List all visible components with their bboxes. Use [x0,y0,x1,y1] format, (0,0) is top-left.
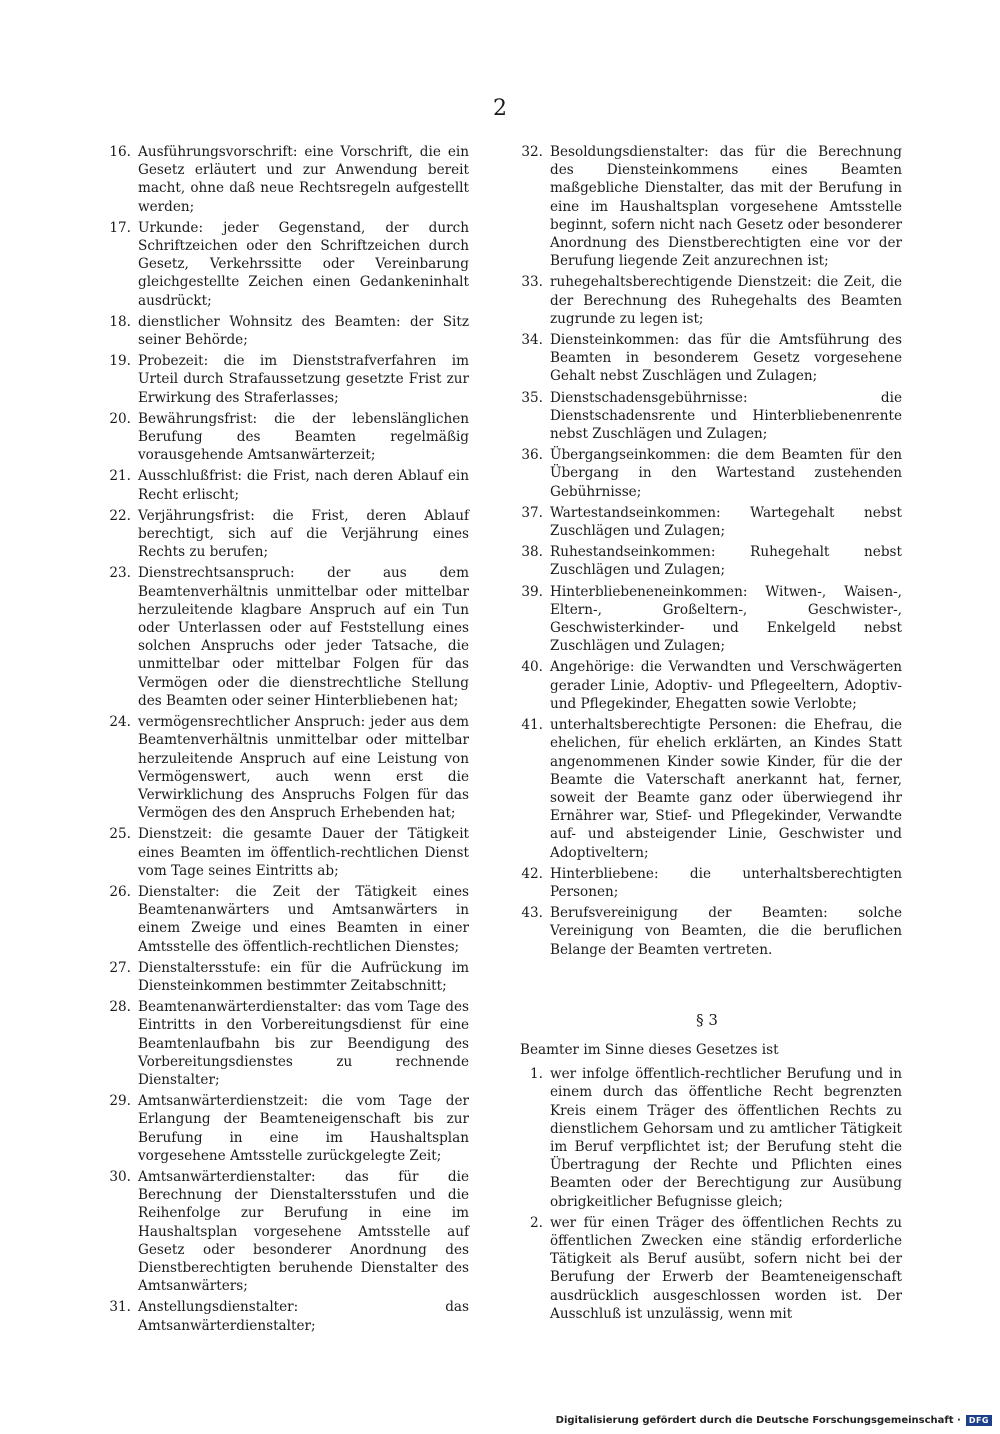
entry-text: ruhegehaltsberechtigende Dienstzeit: die Zeit, die der Berechnung des Ruhegehalts des Beamten zugrunde zu legen ist; [550,274,902,327]
entry-number: 34. [521,332,543,349]
definition-entry [104,219,469,310]
entry-number: 32. [521,144,543,160]
definition-entry [512,865,902,901]
entry-number: 31. [109,1299,131,1316]
definition-entry [104,564,469,710]
entry-number: 29. [109,1093,131,1110]
entry-number: 30. [109,1168,131,1185]
definition-entry [512,583,902,656]
entry-text: Ausführungsvorschrift: eine Vorschrift, die ein Gesetz erläutert und zur Anwendung bereit macht, ohne daß neue Rechtsregeln aufgestellt werden; [138,144,469,215]
entry-text: dienstlicher Wohnsitz des Beamten: der Sitz seiner Behörde; [138,313,469,349]
entry-text: Hinterbliebene: die unterhaltsberechtigten Personen; [550,865,902,900]
definition-entry [512,446,902,501]
definition-entry [104,1298,469,1334]
entry-text: Angehörige: die Verwandten und Verschwägerten gerader Linie, Adoptiv- und Pflegeeltern, Adoptiv- und Pflegekinder, Ehegatten sowie Verlobte; [550,659,902,712]
entry-text: Verjährungsfrist: die Frist, deren Ablauf berechtigt, sich auf die Verjährung eines Rechts zu berufen; [138,507,469,561]
entry-number: 38. [521,544,543,561]
entry-text: Dienstzeit: die gesamte Dauer der Tätigkeit eines Beamten im öffentlich-rechtlichen Dienst vom Tage seines Eintritts ab; [138,826,469,879]
definition-entry [104,467,469,503]
definition-entry [104,1168,469,1295]
entry-text: Übergangseinkommen: die dem Beamten für den Übergang in den Wartestand zustehenden Gebührnisse; [550,447,902,500]
definition-entry [104,713,469,822]
definition-entry [104,313,469,349]
entry-text: Amtsanwärterdienstzeit: die vom Tage der Erlangung der Beamteneigenschaft bis zur Berufung in eine im Haushaltsplan vorgesehene Amtsstelle zurückgelegte Zeit; [138,1093,469,1164]
entry-text: Berufsvereinigung der Beamten: solche Vereinigung von Beamten, die die beruflichen Belange der Beamten vertreten. [550,905,902,958]
entry-text: Dienstrechtsanspruch: der aus dem Beamtenverhältnis unmittelbar oder mittelbar herzuleitende klagbare Anspruch auf ein Tun oder Unterlassen oder auf Feststellung eines solchen Anspruchs oder jeder Tatsache, die unmittelbar oder mittelbar Folgen für das Vermögen oder die dienstrechtliche Stellung des Beamten oder seiner Hinterbliebenen hat; [138,565,469,709]
entry-text: Besoldungsdienstalter: das für die Berechnung des Diensteinkommens eines Beamten maßgebliche Dienstalter, das mit der Berufung in eine im Haushaltsplan vorgesehene Amtsstelle beginnt, sofern nicht nach Gesetz oder besonderer Anordnung des Dienstberechtigten eine vor der Berufung liegende Zeit anzurechnen ist; [550,144,902,270]
entry-text: Ausschlußfrist: die Frist, nach deren Ablauf ein Recht erlischt; [138,468,469,503]
definition-entry [104,410,469,465]
section-item [512,1065,902,1211]
entry-number: 16. [109,144,131,160]
entry-text: Bewährungsfrist: die der lebenslänglichen Berufung des Beamten regelmäßig vorausgehende Amtsanwärterzeit; [138,410,469,464]
entry-number: 21. [109,468,131,485]
entry-number: 1. [530,1066,543,1083]
definition-entry [512,658,902,713]
entry-text: Wartestandseinkommen: Wartegehalt nebst Zuschlägen und Zulagen; [550,504,902,540]
page-number: 2 [493,96,507,121]
definition-entry [104,1092,469,1165]
definition-entry [104,825,469,880]
definition-entry [104,143,469,216]
entry-text: Beamtenanwärterdienstalter: das vom Tage des Eintritts in den Vorbereitungsdienst für eine Beamtenlaufbahn bis zur Beendigung des Vorbereitungsdienstes zu rechnende Dienstalter; [138,999,469,1088]
definition-entry [512,389,902,444]
entry-number: 25. [109,826,131,843]
right-column [512,143,902,1326]
entry-text: wer infolge öffentlich-rechtlicher Berufung und in einem durch das öffentliche Recht begrenzten Kreis einem Träger des öffentlichen Rechts zu dienstlichem Gehorsam und zu amtlicher Tätigkeit im Beruf verpflichtet ist; der Berufung steht die Übertragung der Rechte und Pflichten eines Beamten oder der Berechtigung zur Ausübung obrigkeitlicher Befugnisse gleich; [550,1066,902,1210]
entry-text: Probezeit: die im Dienststrafverfahren im Urteil durch Strafaussetzung gesetzte Frist zur Erwirkung des Straferlasses; [138,353,469,406]
entry-number: 23. [109,565,131,582]
entry-number: 19. [109,353,131,370]
entry-number: 17. [109,219,131,236]
entry-text: Dienstaltersstufe: ein für die Aufrückung im Diensteinkommen bestimmter Zeitabschnitt; [138,959,469,994]
definition-entry [512,716,902,862]
definition-entry [512,143,902,270]
entry-number: 2. [530,1214,543,1231]
entry-text: Dienstalter: die Zeit der Tätigkeit eines Beamtenanwärters und Amtsanwärters in einem Zweige und eines Beamten in einer Amtsstelle des öffentlich-rechtlichen Dienstes; [138,883,469,955]
entry-text: wer für einen Träger des öffentlichen Rechts zu öffentlichen Zwecken eine ständig erforderliche Tätigkeit als Beruf ausübt, sofern nicht bei der Berufung der Erwerb der Beamteneigenschaft ausdrücklich ausgeschlossen worden ist. Der Ausschluß ist unzulässig, wenn mit [550,1214,902,1322]
entry-number: 39. [521,583,543,600]
definition-entry [512,504,902,540]
entry-text: vermögensrechtlicher Anspruch: jeder aus dem Beamtenverhältnis unmittelbar oder mittelbar herzuleitende Anspruch auf eine Leistung von Vermögenswert, auch wenn erst die Verwirklichung des Anspruchs Folgen für das Vermögen des den Anspruch Erhebenden hat; [138,714,469,822]
section-heading: § 3 [696,1010,718,1029]
entry-number: 20. [109,410,131,427]
definition-entry [512,543,902,579]
definition-entry [104,998,469,1089]
definition-entry [512,273,902,328]
section-intro: Beamter im Sinne dieses Gesetzes ist [520,1041,779,1058]
entry-text: Urkunde: jeder Gegenstand, der durch Schriftzeichen oder den Schriftzeichen durch Gesetz, Verkehrssitte oder Vereinbarung gleichgestellte Zeichen einen Gedankeninhalt ausdrückt; [138,219,469,309]
entry-text: unterhaltsberechtigte Personen: die Ehefrau, die ehelichen, für ehelich erklärten, an Kindes Statt angenommenen Kinder sowie Kinder, für die der Beamte die Vaterschaft anerkannt hat, ferner, soweit der Beamte ganz oder überwiegend ihr Ernährer war, Stief- und Pflegekinder, Verwandte auf- und absteigender Linie, Geschwister und Adoptiveltern; [550,717,902,861]
entry-number: 27. [109,959,131,976]
definition-entry [104,507,469,562]
footer-text: Digitalisierung gefördert durch die Deutsche Forschungsgemeinschaft · [555,1415,961,1426]
entry-number: 41. [521,717,543,734]
entry-number: 22. [109,507,131,524]
footer [556,1415,992,1426]
left-column [104,143,469,1338]
entry-number: 36. [521,447,543,464]
definition-entry [104,883,469,956]
definition-entry [104,352,469,407]
entry-number: 43. [521,905,543,922]
entry-text: Amtsanwärterdienstalter: das für die Berechnung der Dienstaltersstufen und die Reihenfolge zur Berufung in eine im Haushaltsplan vorgesehene Amtsstelle auf Gesetz oder besonderer Anordnung des Dienstberechtigten beruhende Dienstalter des Amtsanwärters; [138,1168,469,1295]
section-item [512,1214,902,1323]
entry-number: 37. [521,504,543,521]
dfg-logo: DFG [966,1415,992,1426]
entry-text: Anstellungsdienstalter: das Amtsanwärterdienstalter; [138,1299,469,1334]
entry-number: 42. [521,865,543,882]
entry-number: 33. [521,274,543,291]
entry-number: 18. [109,313,131,330]
entry-text: Hinterbliebeneneinkommen: Witwen-, Waisen-, Eltern-, Großeltern-, Geschwister-, Geschwisterkinder- und Enkelgeld nebst Zuschlägen und Zulagen; [550,583,902,655]
entry-text: Diensteinkommen: das für die Amtsführung des Beamten in besonderem Gesetz vorgesehene Gehalt nebst Zuschlägen und Zulagen; [550,332,902,385]
definition-entry [512,331,902,386]
definition-entry [104,959,469,995]
entry-number: 26. [109,883,131,900]
right-entries [512,143,902,959]
entry-text: Dienstschadensgebührnisse: die Dienstschadensrente und Hinterbliebenenrente nebst Zuschlägen und Zulagen; [550,389,902,443]
entry-text: Ruhestandseinkommen: Ruhegehalt nebst Zuschlägen und Zulagen; [550,544,902,579]
entry-number: 35. [521,389,543,406]
section-items [512,1065,902,1323]
entry-number: 24. [109,714,131,731]
entry-number: 28. [109,999,131,1016]
definition-entry [512,904,902,959]
entry-number: 40. [521,659,543,676]
